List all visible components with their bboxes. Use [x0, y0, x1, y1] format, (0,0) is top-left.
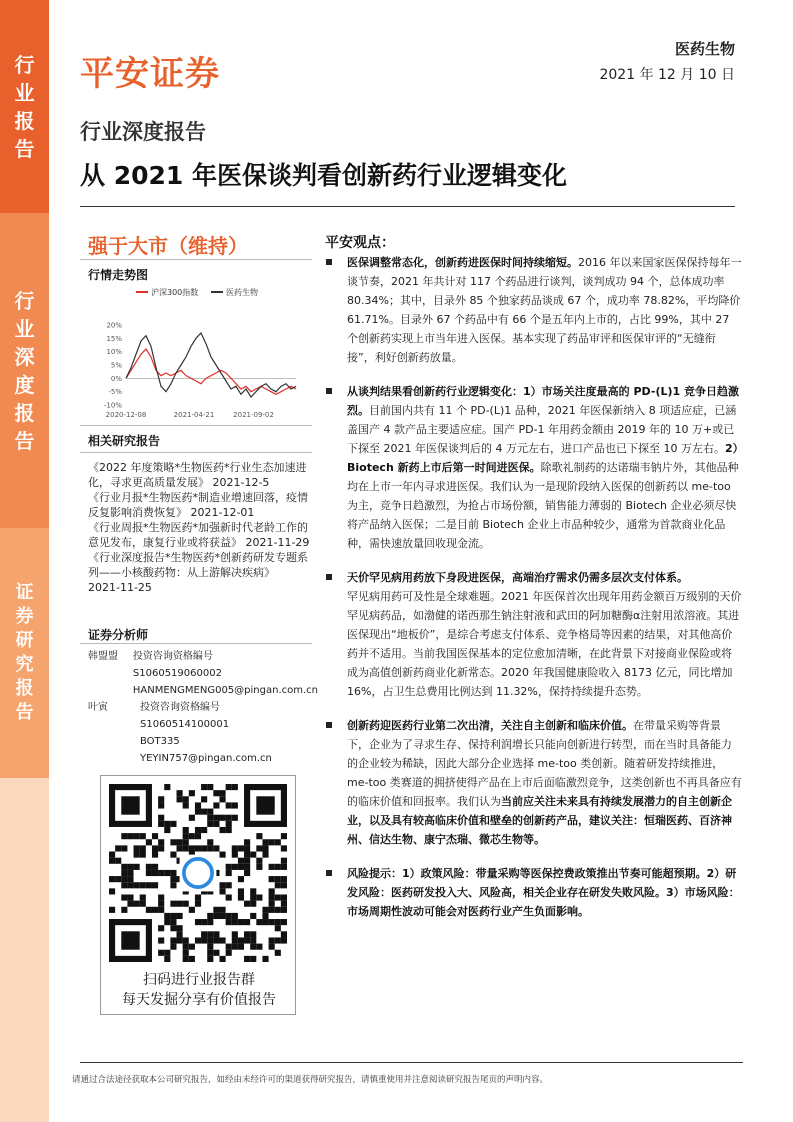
analyst-cert-label: 投资咨询资格编号 [132, 651, 213, 662]
report-date: 2021 年 12 月 10 日 [599, 67, 735, 83]
y-axis [104, 322, 122, 410]
qr-code[interactable] [109, 784, 287, 962]
document-type: 行业深度报告 [80, 120, 206, 144]
footer-divider [80, 1062, 743, 1063]
side-label-depth-report: 行 业 深 度 报 告 [0, 213, 49, 528]
related-report-item[interactable]: 《行业月报*生物医药*制造业增速回落，疫情反复影响消费恢复》 2021-12-01 [88, 491, 308, 519]
y-tick-label: 0% [110, 374, 122, 383]
related-reports-heading: 相关研究报告 [88, 434, 161, 448]
y-tick-label: 20% [106, 321, 122, 330]
y-tick-label: 5% [110, 361, 122, 370]
qr-caption: 扫码进行业报告群 每天发掘分享有价值报告 [122, 972, 276, 1008]
analyst-heading: 证券分析师 [88, 628, 149, 642]
analyst-name: 韩盟盟 [88, 651, 118, 662]
trend-heading: 行情走势图 [88, 268, 149, 282]
analyst-code: BOT335 [140, 736, 180, 747]
related-report-item[interactable]: 《2022 年度策略*生物医药*行业生态加速进化，寻求更高质量发展》 2021-12-5 [88, 461, 307, 489]
viewpoint-item: 创新药迎医药行业第二次出清，关注自主创新和临床价值。在带量采购等背景下，企业为了寻求生存、保持利润增长只能向创新进行转型，而在当时具备能力的企业较为稀缺，因此大部分企业选择 me-too 类创新。随着研发持续推进，me-too 类赛道的拥挤使得产品在上市后面临激烈竞争，这类创新也不再具备应有的临床价值和回报率。我们认为当前应关注未来具有持续发展潜力的自主创新企业，以及具有较高临床价值和壁垒的创新药产品，建议关注：恒瑞医药、百济神州、信达生物、康宁杰瑞、微芯生物等。 [325, 716, 742, 849]
y-tick-label: 15% [106, 334, 122, 343]
chart-legend [136, 287, 258, 297]
trend-chart [96, 285, 306, 420]
viewpoint-heading: 平安观点： [325, 235, 395, 251]
rating-label: 强于大市（维持） [88, 234, 248, 258]
related-divider [80, 452, 312, 453]
sector-label: 医药生物 [674, 40, 735, 58]
analyst-email[interactable]: YEYIN757@pingan.com.cn [140, 753, 272, 764]
y-tick-label: -10% [103, 401, 122, 410]
side-label-industry-report: 行 业 报 告 [0, 0, 49, 213]
company-logo: 平安证券 [80, 54, 220, 94]
x-axis [106, 411, 274, 419]
page-title: 从 2021 年医保谈判看创新药行业逻辑变化 [80, 161, 567, 190]
analyst-cert-number: S1060519060002 [132, 668, 222, 679]
related-report-item[interactable]: 《行业周报*生物医药*加强新时代老龄工作的意见发布，康复行业或将获益》 2021-11-29 [88, 521, 310, 549]
analyst-name: 叶寅 [88, 702, 108, 713]
analyst-divider [80, 643, 312, 644]
legend-label-hs300: 沪深300指数 [151, 288, 199, 297]
analyst-entry [88, 648, 318, 699]
title-divider [80, 206, 735, 207]
footer-disclaimer: 请通过合法途径获取本公司研究报告，如经由未经许可的渠道获得研究报告，请慎重使用并注意阅读研究报告尾页的声明内容。 [72, 1075, 549, 1085]
related-report-item[interactable]: 《行业深度报告*生物医药*创新药研发专题系列——小核酸药物：从上游解决疾病》 2021-11-25 [88, 551, 308, 594]
analyst-cert-number: S1060514100001 [140, 719, 230, 730]
side-label-securities-research: 证 券 研 究 报 告 [0, 528, 49, 778]
x-tick-label: 2021-09-02 [233, 411, 274, 419]
analyst-email[interactable]: HANMENGMENG005@pingan.com.cn [132, 685, 318, 696]
x-tick-label: 2021-04-21 [173, 411, 215, 419]
qr-code-panel [100, 775, 296, 1015]
viewpoint-item: 医保调整常态化，创新药进医保时间持续缩短。2016 年以来国家医保保持每年一谈节奏，2021 年共计对 117 个药品进行谈判，谈判成功 94 个，总体成功率 80.34%；其中，目录外 85 个独家药品谈成 67 个，成功率 78.82%，平均降价 61.71%。目录外 67 个药品中有 66 个是五年内上市的，占比 99%，其中 27 个创新药实现上市当年进入医保。基本实现了药品审评和医保审评的“无缝衔接”，利好创新药放量。 [325, 253, 742, 367]
legend-label-pharma: 医药生物 [226, 288, 258, 297]
x-tick-label: 2020-12-08 [105, 411, 147, 419]
analyst-entry [88, 699, 318, 767]
analyst-cert-label: 投资咨询资格编号 [140, 702, 220, 713]
viewpoint-item: 从谈判结果看创新药行业逻辑变化：1）市场关注度最高的 PD-(L)1 竞争日趋激烈。目前国内共有 11 个 PD-(L)1 品种，2021 年医保新纳入 8 项适应症，已涵盖国产 4 款产品主要适应症。国产 PD-1 年用药金额由 2019 年的 10 万+或已下探至 2021 年医保谈判后的 4 万元左右，进口产品也已下探至 10 万左右。2）Biotech 新药上市后第一时间进医保。除歌礼制药的达诺瑞韦钠片外，其他品种均在上市一年内寻求进医保。我们认为一是现阶段纳入医保的创新药以 me-too 为主，竞争日趋激烈，为抢占市场份额，销售能力薄弱的 Biotech 企业必须尽快将产品纳入医保；二是目前 Biotech 企业上市品种较少，通常为首款商业化品种，需快速放量回收现金流。 [325, 382, 742, 553]
analyst-list [88, 648, 318, 767]
rating-divider [80, 259, 312, 260]
risk-warning-item: 风险提示：1）政策风险：带量采购等医保控费政策推出节奏可能超预期。2）研发风险：医药研发投入大、风险高，相关企业存在研发失败风险。3）市场风险：市场周期性波动可能会对医药行业产生负面影响。 [325, 864, 742, 921]
chart-divider [80, 425, 312, 426]
y-tick-label: 10% [106, 348, 122, 357]
y-tick-label: -5% [108, 388, 122, 397]
viewpoint-list [325, 253, 742, 921]
viewpoint-item: 天价罕见病用药放下身段进医保，高端治疗需求仍需多层次支付体系。 罕见病用药可及性是全球难题。2021 年医保首次出现年用药金额百万级别的天价罕见病药品，如渤健的诺西那生钠注射液和武田的阿加糖酶α注射用浓溶液。其进医保现出“地板价”，是综合考虑支付体系、竞争格局等因素的结果，对其他高价药并不适用。当前我国医保基本的定位愈加清晰，在此背景下对接商业保险或将成为高值创新药商业化新常态。2020 年我国健康险收入 8173 亿元，同比增加 16%，占卫生总费用比例达到 11.32%，保持持续提升态势。 [325, 568, 742, 701]
series-line-pharma [126, 333, 296, 397]
related-reports-list [88, 460, 310, 595]
